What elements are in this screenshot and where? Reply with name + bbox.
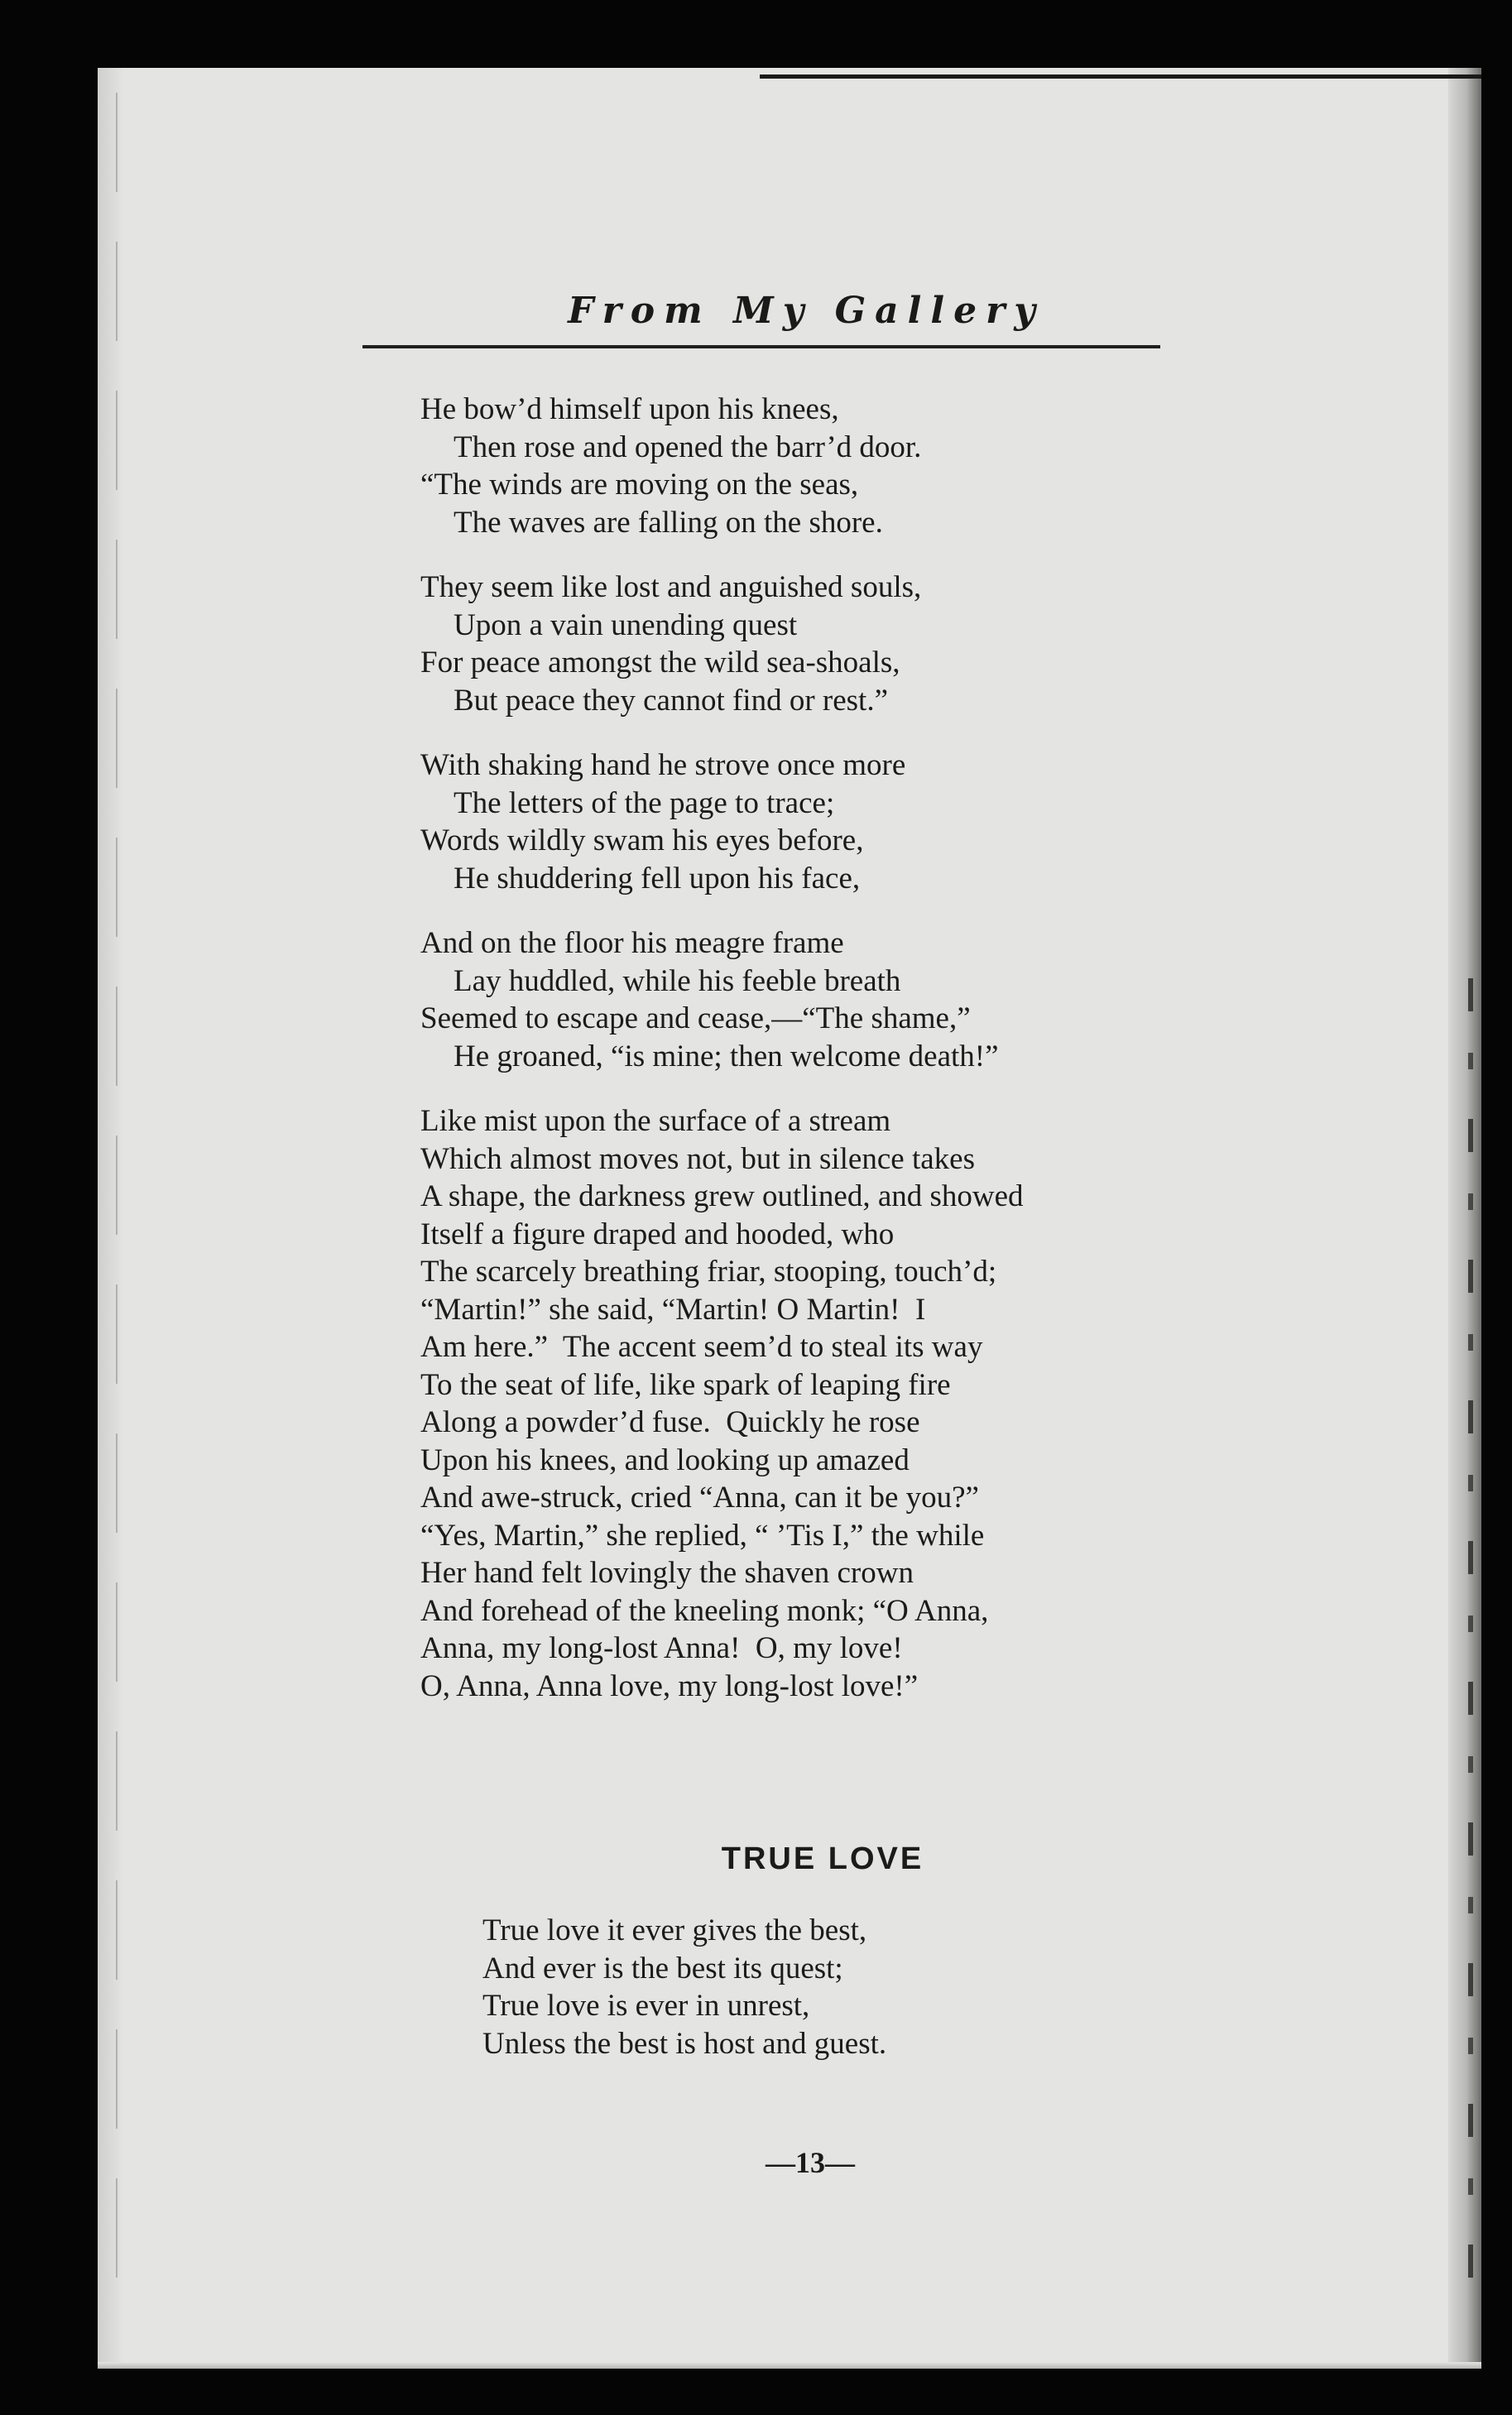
poem-body bbox=[420, 391, 1331, 1732]
poem-line: They seem like lost and anguished souls, bbox=[420, 570, 922, 604]
poem-line: Which almost moves not, but in silence takes bbox=[420, 1141, 975, 1176]
book-page bbox=[98, 68, 1481, 2369]
poem-line: True love is ever in unrest, bbox=[482, 1989, 810, 2023]
poem-line: Along a powder’d fuse. Quickly he rose bbox=[420, 1405, 920, 1439]
poem-line: Lay huddled, while his feeble breath bbox=[454, 963, 901, 998]
poem-line: Itself a figure draped and hooded, who bbox=[420, 1217, 895, 1251]
poem-line: The letters of the page to trace; bbox=[454, 785, 835, 820]
poem-line: And forehead of the kneeling monk; “O Anna, bbox=[420, 1593, 989, 1628]
poem-line: But peace they cannot find or rest.” bbox=[454, 683, 888, 718]
section-title: TRUE LOVE bbox=[721, 1841, 924, 1876]
header-rule bbox=[362, 345, 1160, 348]
poem-line: For peace amongst the wild sea-shoals, bbox=[420, 646, 900, 679]
poem-line: The waves are falling on the shore. bbox=[454, 505, 883, 540]
poem-line: Words wildly swam his eyes before, bbox=[420, 823, 864, 857]
poem-line: True love it ever gives the best, bbox=[482, 1913, 867, 1947]
poem-line: Upon a vain unending quest bbox=[454, 607, 798, 642]
poem-line: And on the floor his meagre frame bbox=[420, 926, 844, 960]
poem-line: And ever is the best its quest; bbox=[482, 1951, 843, 1985]
running-header-title: From My Gallery bbox=[568, 290, 1044, 332]
top-edge-rule bbox=[760, 74, 1481, 79]
poem-line: He shuddering fell upon his face, bbox=[454, 861, 861, 895]
poem-line: “The winds are moving on the seas, bbox=[420, 468, 859, 502]
poem-line: “Yes, Martin,” she replied, “ ’Tis I,” the while bbox=[420, 1518, 985, 1553]
edge-specks bbox=[1468, 978, 1473, 2302]
stanza bbox=[420, 1102, 1331, 1705]
stanza bbox=[420, 569, 1331, 719]
poem-line: With shaking hand he strove once more bbox=[420, 748, 906, 782]
poem-line: Then rose and opened the barr’d door. bbox=[454, 430, 922, 464]
poem-line: Unless the best is host and guest. bbox=[482, 2026, 887, 2061]
poem-line: Seemed to escape and cease,—“The shame,” bbox=[420, 1001, 971, 1035]
poem-line: Am here.” The accent seem’d to steal its way bbox=[420, 1330, 983, 1364]
poem-line: The scarcely breathing friar, stooping, touch’d; bbox=[420, 1255, 997, 1289]
poem-line: He bow’d himself upon his knees, bbox=[420, 392, 839, 426]
true-love-poem bbox=[482, 1912, 1227, 2062]
poem-line: To the seat of life, like spark of leaping fire bbox=[420, 1367, 951, 1402]
stanza bbox=[420, 924, 1331, 1075]
poem-line: Like mist upon the surface of a stream bbox=[420, 1104, 891, 1138]
page-right-edge bbox=[1448, 68, 1481, 2369]
poem-line: Anna, my long-lost Anna! O, my love! bbox=[420, 1631, 903, 1665]
poem-line: Her hand felt lovingly the shaven crown bbox=[420, 1556, 914, 1590]
page-bottom-edge bbox=[98, 2362, 1481, 2369]
stanza bbox=[420, 391, 1331, 541]
gutter-line bbox=[116, 93, 118, 2327]
running-header bbox=[98, 290, 1481, 332]
poem-line: O, Anna, Anna love, my long-lost love!” bbox=[420, 1668, 919, 1703]
poem-line: “Martin!” she said, “Martin! O Martin! I bbox=[420, 1292, 926, 1327]
stanza bbox=[420, 747, 1331, 897]
poem-line: A shape, the darkness grew outlined, and showed bbox=[420, 1179, 1024, 1213]
poem-line: And awe-struck, cried “Anna, can it be you?” bbox=[420, 1481, 979, 1515]
poem-line: He groaned, “is mine; then welcome death!” bbox=[454, 1039, 999, 1073]
poem-line: Upon his knees, and looking up amazed bbox=[420, 1443, 910, 1477]
page-gutter bbox=[98, 68, 124, 2369]
page-number: —13— bbox=[766, 2146, 855, 2179]
